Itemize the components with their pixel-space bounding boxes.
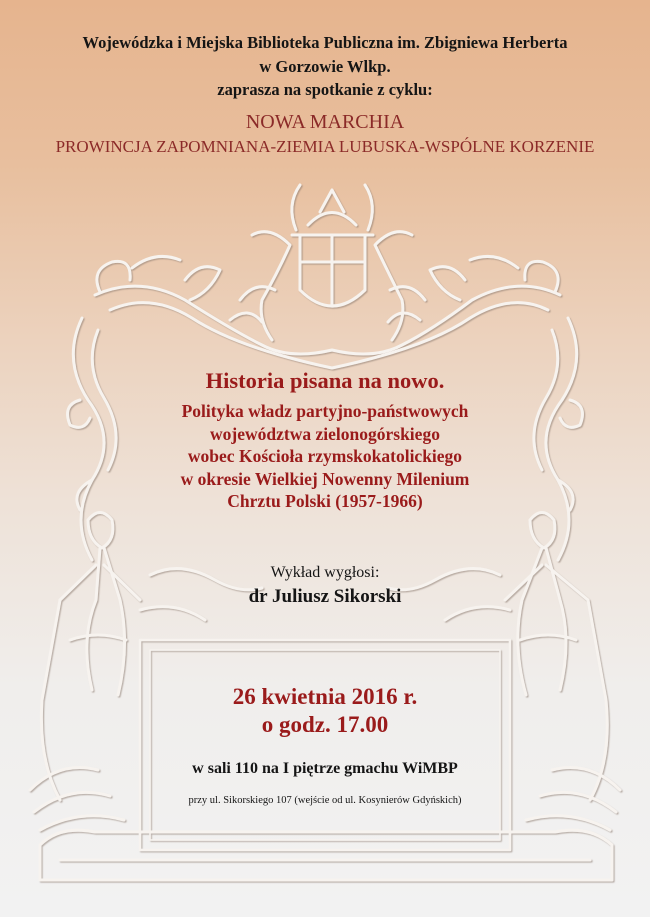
coat-of-arms-icon xyxy=(240,185,425,340)
invitation-line: zaprasza na spotkanie z cyklu: xyxy=(217,80,433,99)
lecture-subtitle-line: województwa zielonogórskiego xyxy=(210,424,440,444)
speaker-name: dr Juliusz Sikorski xyxy=(248,586,402,607)
lecture-subtitle-line: Chrztu Polski (1957-1966) xyxy=(227,491,423,511)
event-room: w sali 110 na I piętrze gmachu WiMBP xyxy=(192,760,458,777)
lecture-subtitle-line: wobec Kościoła rzymskokatolickiego xyxy=(187,446,463,466)
lecture-subtitle-line: Polityka władz partyjno-państwowych xyxy=(181,401,469,421)
series-name: NOWA MARCHIA xyxy=(245,111,405,133)
library-name: Wojewódzka i Miejska Biblioteka Publiczna im. Zbigniewa Herberta xyxy=(82,33,568,52)
right-figure-ornament xyxy=(505,513,607,801)
speaker-intro: Wykład wygłosi: xyxy=(270,564,380,581)
event-date: 26 kwietnia 2016 r. xyxy=(232,684,418,709)
library-city: w Gorzowie Wlkp. xyxy=(259,57,391,76)
event-time: o godz. 17.00 xyxy=(261,712,389,737)
event-address: przy ul. Sikorskiego 107 (wejście od ul. Kosynierów Gdyńskich) xyxy=(188,795,462,806)
series-subtitle: PROWINCJA ZAPOMNIANA-ZIEMIA LUBUSKA-WSPÓLNE KORZENIE xyxy=(55,137,595,156)
lecture-subtitle-line: w okresie Wielkiej Nowenny Milenium xyxy=(180,469,470,489)
lecture-title: Historia pisana na nowo. xyxy=(205,368,445,393)
